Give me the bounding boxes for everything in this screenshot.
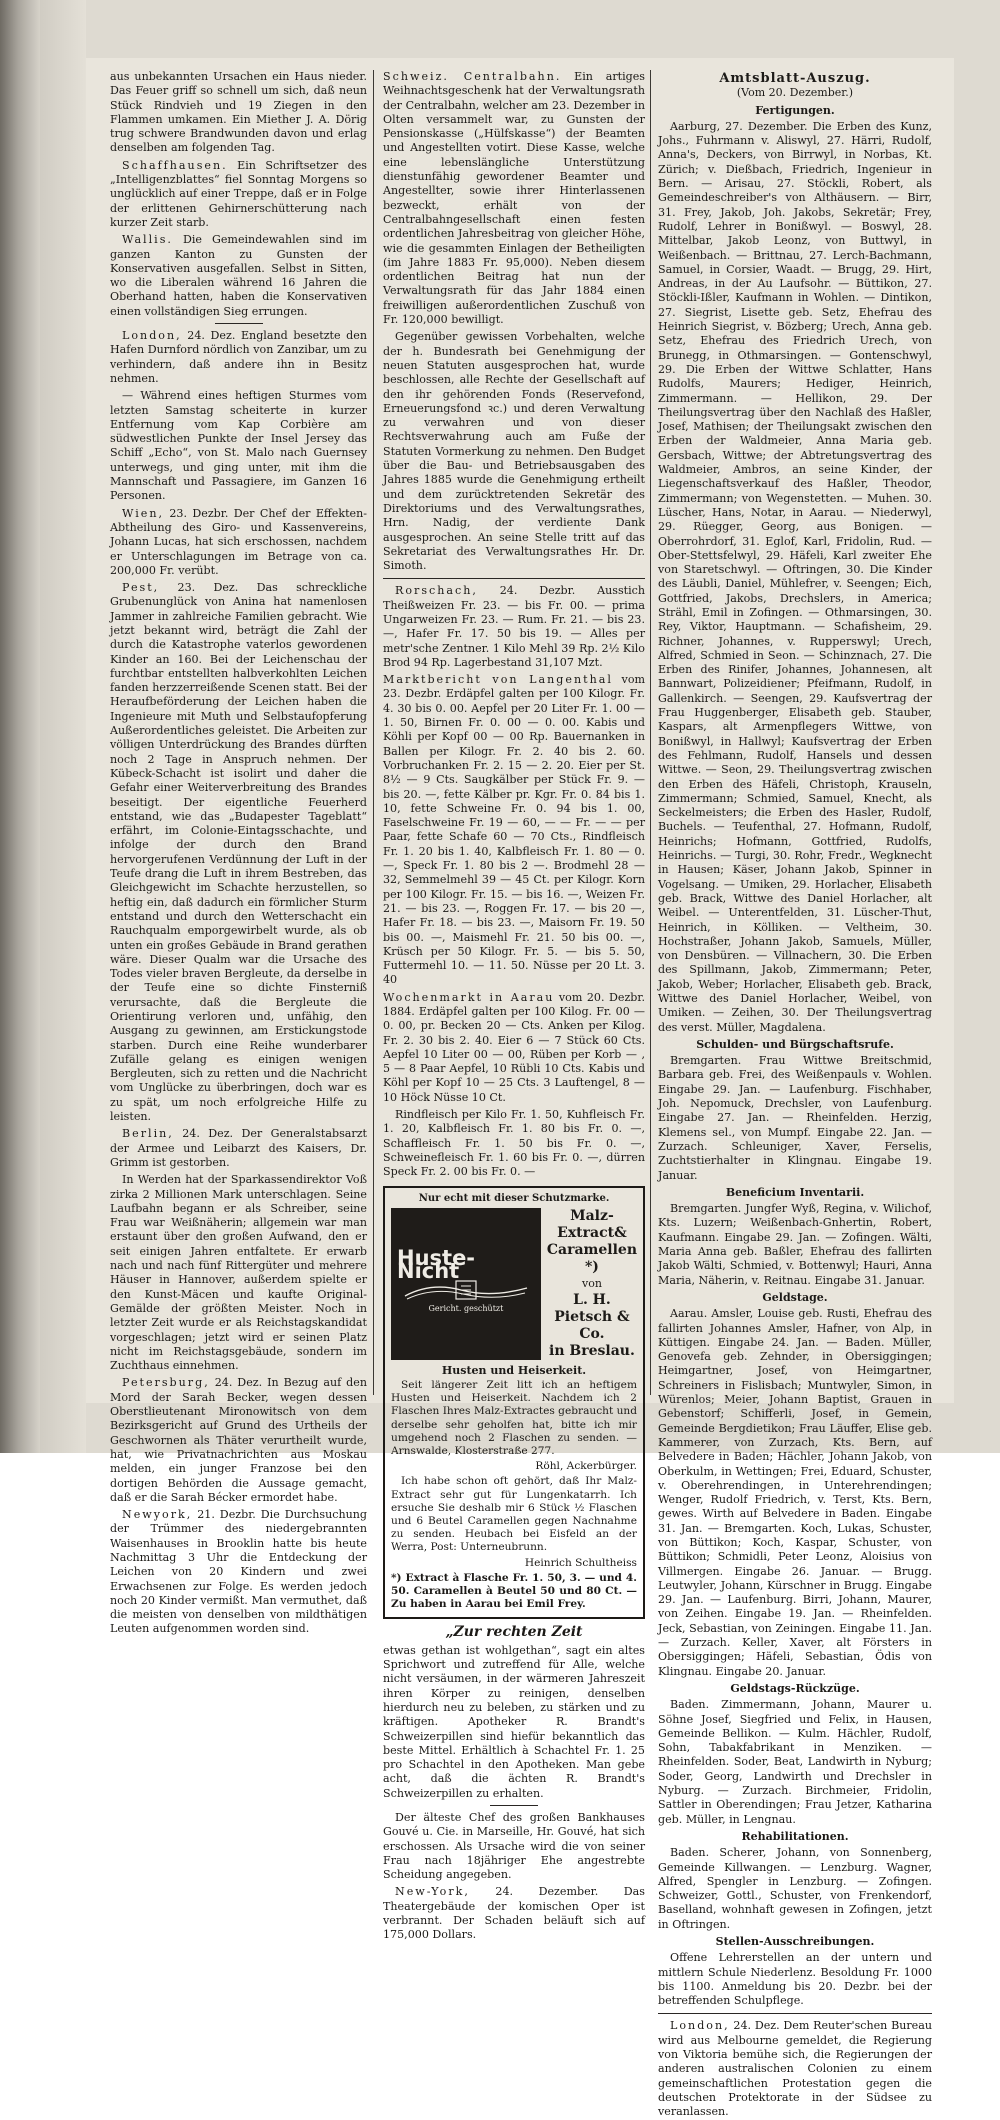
news-paragraph <box>383 1811 645 1882</box>
column-rule-2 <box>650 70 651 1395</box>
paragraph-text: Ein artiges Weihnachtsgeschenk hat der Verwaltungsrath der Centralbahn, welcher am 23. Dezember in Olten versammelt war, zu Gunsten der Pensionskasse („Hülfskasse“) der Beamten und Angestellten votirt. Diese Kasse, welche eine lebenslängliche Unterstützung dienstunfähig gewordener Beamter und Angestellter, sowie ihrer Hinterlassenen bezweckt, erhält von der Centralbahngesellschaft einen festen ordentlichen Jahresbeitrag von gleicher Höhe, wie die gesammten Einlagen der Betheiligten (im Jahre 1883 Fr. 95,000). Neben diesem ordentlichen Beitrag hat nun der Verwaltungsrath für das Jahr 1884 einen freiwilligen außerordentlichen Zuschuß von Fr. 120,000 bewilligt. <box>383 70 646 327</box>
subsection-heading: Beneficium Inventarii. <box>725 1185 865 1199</box>
news-paragraph <box>383 584 645 670</box>
paragraph-text: Der älteste Chef des großen Bankhauses Gouvé u. Cie. in Marseille, Hr. Gouvé, hat sich erschossen. Als Ursache wird die von seiner Frau nach 18jähriger Ehe angestrebte Scheidung angegeben. <box>383 1810 645 1882</box>
paragraph-text: Baden. Zimmermann, Johann, Maurer u. Söhne Josef, Siegfried und Felix, in Hausen, Gemeinde Bellikon. — Kulm. Hächler, Rudolf, Sohn, Tabakfabrikant in Menziken. — Rheinfelden. Soder, Beat, Landwirth in Nyburg; Soder, Georg, Landwirth und Drechsler in Nyburg. — Zurzach. Birchmeier, Fridolin, Sattler in Oberendingen; Frau Jetzer, Katharina geb. Müller, in Lengnau. <box>658 1698 932 1826</box>
short-separator-rule <box>215 323 263 324</box>
paragraph-text: 24. Dez. In Bezug auf den Mord der Sarah Becker, wegen dessen Oberstlieutenant Mironowitsch von dem Bezirksgericht auf Grund des Urtheils der Geschwornen als Thäter verurtheilt wurde, hat, wie Privatnachrichten aus Moskau melden, ein junger Franzose bei den dortigen Behörden die Aussage gemacht, daß er die Sarah Bécker ermordet habe. <box>110 1376 367 1504</box>
paragraph-text: 24. Dez. Der Generalstabsarzt der Armee und Leibarzt des Kaisers, Dr. Grimm ist gestorben. <box>110 1127 368 1169</box>
dateline: London, <box>122 329 182 343</box>
news-paragraph <box>658 1698 932 1827</box>
ad-manufacturer: L. H. Pietsch & Co. <box>554 1291 630 1342</box>
ad-von: von <box>581 1276 602 1290</box>
news-paragraph <box>383 70 645 327</box>
column-3 <box>658 70 933 2119</box>
paragraph-text: Offene Lehrerstellen an der untern und mittlern Schule Niederlenz. Besoldung Fr. 1000 bis 1100. Anmeldung bis 20. Dezbr. bei der betreffenden Schulpflege. <box>658 1951 932 2008</box>
paragraph-text: 23. Dezbr. Der Chef der Effekten-Abtheilung des Giro- und Kassenvereins, Johann Lucas, hat sich erschossen, nachdem er Unterschlagungen im Betrage von ca. 200,000 Fr. verübt. <box>110 506 367 577</box>
news-paragraph <box>658 1307 932 1679</box>
news-paragraph <box>383 1885 645 1942</box>
ad-signature-1: Röhl, Ackerbürger. <box>535 1460 637 1473</box>
paragraph-text: Rindfleisch per Kilo Fr. 1. 50, Kuhfleisch Fr. 1. 20, Kalbfleisch Fr. 1. 80 bis Fr. 0. —, Schaffleisch Fr. 1. 50 bis Fr. 0. —, Schweinefleisch Fr. 1. 60 bis Fr. 0. —, dürren Speck Fr. 2. 00 bis Fr. 0. — <box>383 1108 645 1179</box>
section-title: Amtsblatt-Auszug. <box>719 71 871 86</box>
dateline: Pest, <box>122 581 160 595</box>
long-separator-rule <box>383 578 645 579</box>
subsection-heading: Geldstage. <box>762 1290 828 1304</box>
ad-city: in Breslau. <box>549 1342 635 1359</box>
paragraph-text: Bremgarten. Jungfer Wyß, Regina, v. Wilichof, Kts. Luzern; Weißenbach-Gnhertin, Robert, Kaufmann. Eingabe 29. Jan. — Zofingen. Wälti, Maria Anna geb. Baßler, Ehefrau des fallirten Jakob Wälti, Schmied, v. Bottenwyl; Hauri, Anna Maria, Näherin, v. Reitnau. Eingabe 31. Januar. <box>658 1202 932 1287</box>
paragraph-text: Bremgarten. Frau Wittwe Breitschmid, Barbara geb. Frei, des Weißenpauls v. Wohlen. Eingabe 29. Jan. — Laufenburg. Fischhaber, Joh. Nepomuck, Drechsler, von Laufenburg. Eingabe 27. Jan. — Rheinfelden. Herzig, Klemens sel., von Mumpf. Eingabe 22. Jan. — Zurzach. Schleuniger, Xaver, Ferselis, Zuchtstierhalter in Klingnau. Eingabe 19. Januar. <box>658 1054 932 1182</box>
column-rule-1 <box>373 70 374 1395</box>
ad-product-block <box>547 1208 637 1360</box>
article-headline: „Zur rechten Zeit <box>445 1624 583 1641</box>
news-paragraph <box>110 329 367 386</box>
news-paragraph <box>383 1108 645 1179</box>
paragraph-text: Baden. Scherer, Johann, von Sonnenberg, Gemeinde Killwangen. — Lenzburg. Wagner, Alfred, Spengler in Lenzburg. — Zofingen. Schweizer, Gottl., Schuster, von Frenkendorf, Baselland, wohnhaft gewesen in Zofingen, jetzt in Oftringen. <box>658 1846 932 1931</box>
news-paragraph <box>658 2019 932 2119</box>
dateline: Berlin, <box>122 1127 174 1141</box>
short-separator-rule <box>490 1805 538 1806</box>
news-paragraph <box>383 330 645 573</box>
column-2 <box>383 70 646 1942</box>
subsection-heading: Rehabilitationen. <box>741 1829 849 1843</box>
trademark-emblem-icon <box>401 1278 531 1302</box>
section-date: (Vom 20. Dezember.) <box>736 86 854 100</box>
dateline: Rorschach, <box>395 584 478 598</box>
ad-brand-row <box>391 1208 637 1360</box>
news-paragraph <box>110 1508 367 1637</box>
dateline: New-York, <box>395 1885 470 1899</box>
dateline: London, <box>670 2019 730 2033</box>
paragraph-text: vom 20. Dezbr. 1884. Erdäpfel galten per 100 Kilog. Fr. 00 — 0. 00, pr. Becken 20 — Cts. Anken per Kilog. Fr. 2. 30 bis 2. 40. Eier 6 — 7 Stück 60 Cts. Aepfel 10 Liter 00 — 00, Rüben per Korb — , 5 — 8 Paar Aepfel, 10 Rübli 10 Cts. Kabis und Köhl per Kopf 10 — 25 Cts. 3 Lauftengel, 8 — 10 Höck Nüsse 10 Ct. <box>383 990 645 1104</box>
paragraph-text: vom 23. Dezbr. Erdäpfel galten per 100 Kilogr. Fr. 4. 30 bis 0. 00. Aepfel per 20 Liter Fr. 1. 00 — 1. 50, Birnen Fr. 0. 00 — 0. 00. Kabis und Köhli per Kopf 00 — 00 Rp. Bauernanken in Ballen per Kilogr. Fr. 2. 40 bis 2. 60. Vorbruchanken Fr. 2. 15 — 2. 20. Eier per St. 8½ — 9 Cts. Saugkälber per Stück Fr. 9. — bis 20. —, fette Kälber pr. Kgr. Fr. 0. 84 bis 1. 10, fette Schweine Fr. 0. 94 bis 1. 00, Faselschweine Fr. 19 — 60, — — Fr. — — per Paar, fette Schafe 60 — 70 Cts., Rindfleisch Fr. 1. 20 bis 1. 40, Kalbfleisch Fr. 1. 80 — 0. —, Speck Fr. 1. 80 bis 2 —. Brodmehl 28 — 32, Semmelmehl 39 — 45 Ct. per Kilogr. Korn per 100 Kilogr. Fr. 15. — bis 16. —, Weizen Fr. 21. — bis 23. —, Roggen Fr. 17. — bis 20 —, Hafer Fr. 18. — bis 23. —, Maisorn Fr. 19. 50 bis 00. —, Maismehl Fr. 21. 50 bis 00. —, Krüsch per 50 Kilogr. Fr. 5. — bis 5. 50, Futtermehl 10. — 11. 50. Nüsse per 20 Lt. 3. 40 <box>383 673 646 987</box>
paragraph-text: Ein Schriftsetzer des „Intelligenzblattes“ fiel Sonntag Morgens so unglücklich auf einer Treppe, daß er in Folge der erlittenen Gehirnerschütterung nach kurzer Zeit starb. <box>110 158 368 229</box>
news-paragraph <box>658 1202 932 1288</box>
ad-heading: Husten und Heiserkeit. <box>441 1363 587 1377</box>
ad-brand-block <box>391 1208 541 1360</box>
book-binding-shadow <box>0 0 40 1453</box>
column-1 <box>110 70 368 1636</box>
dateline: Newyork, <box>122 1508 193 1522</box>
ad-trademark-note: Nur echt mit dieser Schutzmarke. <box>418 1192 610 1204</box>
paragraph-text: 23. Dez. Das schreckliche Grubenunglück von Anina hat namenlosen Jammer in zahlreiche Familien gebracht. Wie jetzt bekannt wird, beträgt die Zahl der durch die Katastrophe vaterlos gewordenen Kinder an 160. Bei der Leichenschau der furchtbar entstellten halbverkohlten Leichen fanden herzzerreißende Scenen statt. Bei der Heraufbeförderung der Leichen haben die Ingenieure mit Muth und Selbstaufopferung Außerordentliches geleistet. Die Arbeiten zur völligen Unterdrückung des Brandes dürften noch 2 Tage in Anspruch nehmen. Der Kübeck-Schacht ist isolirt und daher die Gefahr einer Weiterverbreitung des Brandes beseitigt. Der eigentliche Feuerherd entstand, wie das „Budapester Tageblatt“ erfährt, im Colonie-Eintagsschachte, und infolge der durch den Brand hervorgerufenen Verdünnung der Luft in der Teufe drang die Luft in ihrem Bestreben, das Gleichgewicht im Schachte herzustellen, so heftig ein, daß dadurch ein förmlicher Sturm entstand und durch den Wetterschacht ein Rauchqualm emporgewirbelt wurde, als ob unten ein großes Gebäude in Brand gerathen wäre. Dieser Qualm war die Ursache des Todes vieler braven Bergleute, da derselbe in der Teufe eine so dichte Finsterniß verursachte, daß die Bergleute die Orientirung verloren und, unfähig, den Ausgang zu gewinnen, am Erstickungstode starben. Durch eine Reihe wunderbarer Zufälle gelang es einigen wenigen Bergleuten, sich zu retten und die Nachricht vom Unglücke zu überbringen, doch war es zu spät, um noch erfolgreiche Hilfe zu leisten. <box>110 581 367 1124</box>
column-2-top <box>383 70 645 1180</box>
news-paragraph <box>110 1376 367 1505</box>
news-paragraph <box>383 673 645 988</box>
paragraph-text: 24. Dez. England besetzte den Hafen Durnford nördlich von Zanzibar, um zu verhindern, daß andere ihn in Besitz nehmen. <box>110 329 367 385</box>
news-paragraph <box>383 1644 645 1801</box>
ad-footnote: *) Extract à Flasche Fr. 1. 50, 3. — und 4. 50. Caramellen à Beutel 50 und 80 Ct. — Zu haben in Aarau bei Emil Frey. <box>391 1571 637 1611</box>
page-gutter <box>40 0 86 1453</box>
dateline: Marktbericht von Langenthal <box>383 673 613 687</box>
news-paragraph <box>110 507 367 578</box>
news-paragraph <box>110 159 367 230</box>
paragraph-text: Aarburg, 27. Dezember. Die Erben des Kunz, Johs., Fuhrmann v. Aliswyl, 27. Härri, Rudolf, Anna's, Deckers, von Birrwyl, in Norbas, Kt. Zürich; v. Dießbach, Friedrich, Ingenieur in Bern. — Arisau, 27. Stöckli, Robert, als Gemeindeschreiber's von Althäusern. — Birr, 31. Frey, Jakob, Joh. Jakobs, Sekretär; Frey, Rudolf, Lehrer in Bonißwyl. — Boswyl, 28. Mittelbar, Jakob Leonz, von Buttwyl, in Weißenbach. — Brittnau, 27. Lerch-Bachmann, Samuel, in Corsier, Waadt. — Brugg, 29. Hirt, Andreas, in der Au Laufsohr. — Büttikon, 27. Stöckli-Ißler, Kaufmann in Wohlen. — Dintikon, 27. Siegrist, Lisette geb. Setz, Ehefrau des Heinrich Siegrist, v. Bözberg; Urech, Anna geb. Setz, Ehefrau des Friedrich Urech, von Brunegg, in Othmarsingen. — Gontenschwyl, 29. Die Erben der Wittwe Schlatter, Hans Rudolfs, Maurers; Hediger, Heinrich, Zimmermann. — Hellikon, 29. Der Theilungsvertrag über den Nachlaß des Haßler, Josef, Mathisen; der Theilungsakt zwischen den Erben der Waldmeier, Anna Maria geb. Gersbach, Wittwe; der Abtretungsvertrag des Waldmeier, Ambros, an seine Kinder, der Liegenschaftsverkauf des Haßler, Theodor, Zimmermann; von Wegenstetten. — Muhen. 30. Lüscher, Hans, Notar, in Aarau. — Niederwyl, 29. Rüegger, Georg, aus Bonigen. — Oberrohrdorf, 31. Eglof, Karl, Fridolin, Rud. — Ober-Stettsfelwyl, 29. Häfeli, Karl zweiter Ehe von Staretschwyl. — Oftringen, 30. Die Kinder des Läubli, Daniel, Mühlefrer, v. Seengen; Eich, Gottfried, Jakobs, Drechslers, in America; Strähl, Emil in Zofingen. — Othmarsingen, 30. Rey, Viktor, Hauptmann. — Schafisheim, 29. Richner, Johannes, v. Rupperswyl; Urech, Alfred, Schmied in Seon. — Schinznach, 27. Die Erben des Rinifer, Johannes, Johannesen, alt Bannwart, Polizeidiener; Pfeifmann, Rudolf, in Gallenkirch. — Seengen, 29. Kaufsvertrag der Frau Huggenberger, Elisabeth geb. Stauber, Kaspars, alt Armenpflegers Wittwe, von Bonißwyl, in Hallwyl; Kaufsvertrag der Erben des Fehlmann, Rudolf, Hansels und dessen Wittwe. — Seon, 29. Theilungsvertrag zwischen den Erben des Häfeli, Christoph, Krauseln, Zimmermann; Schmied, Samuel, Knecht, als Seckelmeisters; die Erben des Hasler, Rudolf, Buchels. — Teufenthal, 27. Hofmann, Rudolf, Heinrichs; Hofmann, Gottfried, Rudolfs, Heinrichs. — Turgi, 30. Rohr, Fredr., Wegknecht in Hausen; Käser, Johann Jakob, Spinner in Vogelsang. — Umiken, 29. Horlacher, Elisabeth geb. Brack, Wittwe des Daniel Horlacher, alt Weibel. — Unterentfelden, 31. Lüscher-Thut, Heinrich, in Kölliken. — Veltheim, 30. Hochstraßer, Johann Jakob, Samuels, Müller, von Densbüren. — Villnachern, 30. Die Erben des Spillmann, Jakob, Zimmermann; Peter, Jakob, Weber; Horlacher, Elisabeth geb. Brack, Wittwe des Daniel Horlacher, Weibel, von Umiken. — Zeihen, 30. Der Theilungsvertrag des verst. Müller, Magdalena. <box>658 119 932 1034</box>
subsection-heading: Geldstags-Rückzüge. <box>730 1681 860 1695</box>
ad-signature-2: Heinrich Schultheiss <box>524 1556 637 1569</box>
ad-product-line2: Caramellen *) <box>546 1241 637 1275</box>
subsection-heading: Stellen-Ausschreibungen. <box>715 1935 875 1948</box>
news-paragraph <box>110 1127 367 1170</box>
paragraph-text: Die Gemeindewahlen sind im ganzen Kanton zu Gunsten der Konservativen ausgefallen. Selbst in Sitten, wo die Liberalen während 16 Jahren die Oberhand hatten, haben die Konservativen einen vollständigen Sieg errungen. <box>110 233 367 318</box>
paragraph-text: 24. Dezbr. Ausstich Theißweizen Fr. 23. — bis Fr. 00. — prima Ungarweizen Fr. 23. — Rum. Fr. 21. — bis 23. —, Hafer Fr. 17. 50 bis 19. — Alles per metr'sche Zentner. 1 Kilo Mehl 39 Rp. 2½ Kilo Brod 94 Rp. Lagerbestand 31,107 Mzt. <box>383 584 646 669</box>
news-paragraph <box>110 581 367 1124</box>
news-paragraph <box>658 1846 932 1932</box>
dateline: Petersburg, <box>122 1376 210 1390</box>
paragraph-text: Gegenüber gewissen Vorbehalten, welche der h. Bundesrath bei Genehmigung der neuen Statuten ausgesprochen hat, wurde beschlossen, alle Rechte der Gesellschaft auf den ihr gehörenden Fonds (Reservefond, Erneuerungsfond ꝛc.) und deren Verwaltung zu verwahren und von dieser Rechtsverwahrung auch am Fuße der Statuten Vormerkung zu nehmen. Den Budget über die Bau- und Betriebsausgaben des Jahres 1885 wurde die Genehmigung ertheilt und dem zurücktretenden Sekretär des Direktoriums und des Verwaltungsrathes, Hrn. Nadig, der verdiente Dank ausgesprochen. An seine Stelle tritt auf das Sekretariat des Verwaltungsrathes Hr. Dr. Simoth. <box>383 330 645 573</box>
news-paragraph <box>110 389 367 503</box>
dateline: Schaffhausen. <box>122 158 228 172</box>
dateline: Schweiz. Centralbahn. <box>383 70 562 83</box>
news-paragraph <box>658 1054 932 1183</box>
news-paragraph <box>110 1173 367 1373</box>
ad-testimonial-2: Ich habe schon oft gehört, daß Ihr Malz-Extract sehr gut für Lungenkatarrh. Ich ersuche Sie deshalb mir 6 Stück ½ Flaschen und 6 Beutel Caramellen gegen Nachnahme zu senden. Heubach bei Eisfeld an der Werra, Post: Unterneubrunn. <box>391 1475 637 1554</box>
dateline: Wien, <box>122 506 164 520</box>
huste-nicht-advertisement <box>383 1186 645 1620</box>
ad-product-line1: Malz-Extract& <box>557 1207 627 1241</box>
paragraph-text: 21. Dezbr. Die Durchsuchung der Trümmer des niedergebrannten Waisenhauses in Brooklin hatte bis heute Nachmittag 3 Uhr die Entdeckung der Leichen von 20 Kindern und zwei Erwachsenen zur Folge. Es werden jedoch noch 20 Kinder vermißt. Man vermuthet, daß die meisten von denselben von mildthätigen Leuten aufgenommen worden sind. <box>110 1508 367 1636</box>
news-paragraph <box>383 991 645 1105</box>
news-paragraph <box>658 120 932 1035</box>
subsection-heading: Fertigungen. <box>755 103 835 117</box>
column-2-bottom <box>383 1625 645 1942</box>
paragraph-text: 24. Dez. Dem Reuter'schen Bureau wird aus Melbourne gemeldet, die Regierung von Viktoria bemühe sich, die Regierungen der anderen australischen Colonien zu einem gemeinschaftlichen Protestation gegen die deutschen Protektorate in der Südsee zu veranlassen. <box>658 2019 933 2119</box>
paragraph-text: aus unbekannten Ursachen ein Haus nieder. Das Feuer griff so schnell um sich, daß neun Stück Rindvieh und 19 Ziegen in den Flammen umkamen. Ein Miether J. A. Dörig trug schwere Brandwunden davon und erlag denselben am folgenden Tag. <box>110 70 367 155</box>
ad-testimonial-1: Seit längerer Zeit litt ich an heftigem Husten und Heiserkeit. Nachdem ich 2 Flaschen Ihres Malz-Extractes gebraucht und derselbe sehr geholfen hat, bitte ich mir umgehend noch 2 Flaschen zu senden. — Arnswalde, Klosterstraße 277. <box>391 1378 638 1457</box>
ad-brand-protected: Gericht. geschützt <box>428 1304 504 1314</box>
subsection-heading: Schulden- und Bürgschaftsrufe. <box>696 1037 894 1051</box>
dateline: Wallis. <box>122 233 173 247</box>
ad-brand-name: Huste-Nicht <box>397 1245 476 1284</box>
long-separator-rule <box>658 2013 932 2014</box>
paragraph-text: 24. Dezember. Das Theatergebäude der komischen Oper ist verbrannt. Der Schaden beläuft sich auf 175,000 Dollars. <box>383 1885 645 1942</box>
news-paragraph <box>658 1951 932 2008</box>
news-paragraph <box>110 233 367 319</box>
news-paragraph <box>110 70 367 156</box>
dateline: Wochenmarkt in Aarau <box>383 990 555 1004</box>
paragraph-text: etwas gethan ist wohlgethan“, sagt ein altes Sprichwort und zutreffend für Alle, welche nicht versäumen, in der wärmeren Jahreszeit ihren Körper zu reinigen, denselben hierdurch neu zu beleben, zu stärken und zu kräftigen. Apotheker R. Brandt's Schweizerpillen sind hiefür bekanntlich das beste Mittel. Erhältlich à Schachtel Fr. 1. 25 pro Schachtel in den Apotheken. Man gebe acht, daß die ächten R. Brandt's Schweizerpillen zu erhalten. <box>383 1643 645 1800</box>
paragraph-text: In Werden hat der Sparkassendirektor Voß zirka 2 Millionen Mark unterschlagen. Seine Laufbahn begann er als Schreiber, seine Frau war Weißnäherin; allgemein war man erstaunt über den großen Aufwand, den er seit einigen Jahren entfaltete. Er erwarb nach und nach fünf Rittergüter und mehrere Häuser in Hannover, außerdem spielte er den Kunst-Mäcen und kaufte Original-Gemälde der größten Meister. Noch in letzter Zeit wurde er als Reichstagskandidat vorgeschlagen; jetzt wird er seinen Platz nicht im Reichstagsgebäude, sondern im Zuchthaus einnehmen. <box>110 1173 367 1373</box>
paragraph-text: Aarau. Amsler, Louise geb. Rusti, Ehefrau des fallirten Johannes Amsler, Hafner, von Alp, in Küttigen. Eingabe 24. Jan. — Baden. Müller, Genovefa geb. Zehnder, in Obersiggingen; Heimgartner, Josef, von Heimgartner, Schreiners in Fislisbach; Muntwyler, Simon, in Würenlos; Meier, Johann Baptist, Grauen in Gebenstorf; Schifferli, Josef, in Gemein, Gemeinde Bergdietikon; Frau Läuffer, Elise geb. Kammerer, von Zurzach, Kts. Bern, auf Belvedere in Baden; Hächler, Johann Jakob, von Oberkulm, in Wettingen; Frei, Eduard, Schuster, v. Oberehrendingen, in Unterehrendingen; Wenger, Rudolf Friedrich, v. Terst, Kts. Bern, gewes. Wirth auf Belvedere in Baden. Eingabe 31. Jan. — Bremgarten. Koch, Lukas, Schuster, von Büttikon; Koch, Kaspar, Schuster, von Büttikon; Schmidli, Peter Leonz, Aloisius von Villmergen. Eingabe 26. Januar. — Brugg. Leutwyler, Johann, Kürschner in Brugg. Eingabe 29. Jan. — Laufenburg. Birri, Johann, Maurer, von Zeihen. Eingabe 19. Jan. — Rheinfelden. Jeck, Sebastian, von Zeiningen. Eingabe 11. Jan. — Zurzach. Keller, Xaver, alt Försters in Obersiggingen; Häfeli, Sebastian, Ödis von Klingnau. Eingabe 20. Januar. <box>658 1307 932 1678</box>
paragraph-text: — Während eines heftigen Sturmes vom letzten Samstag scheiterte in kurzer Entfernung vom Kap Corbière am südwestlichen Punkte der Insel Jersey das Schiff „Echo“, von St. Malo nach Guernsey unterwegs, und ging unter, mit ihm die Mannschaft und Passagiere, im Ganzen 16 Personen. <box>110 389 367 503</box>
